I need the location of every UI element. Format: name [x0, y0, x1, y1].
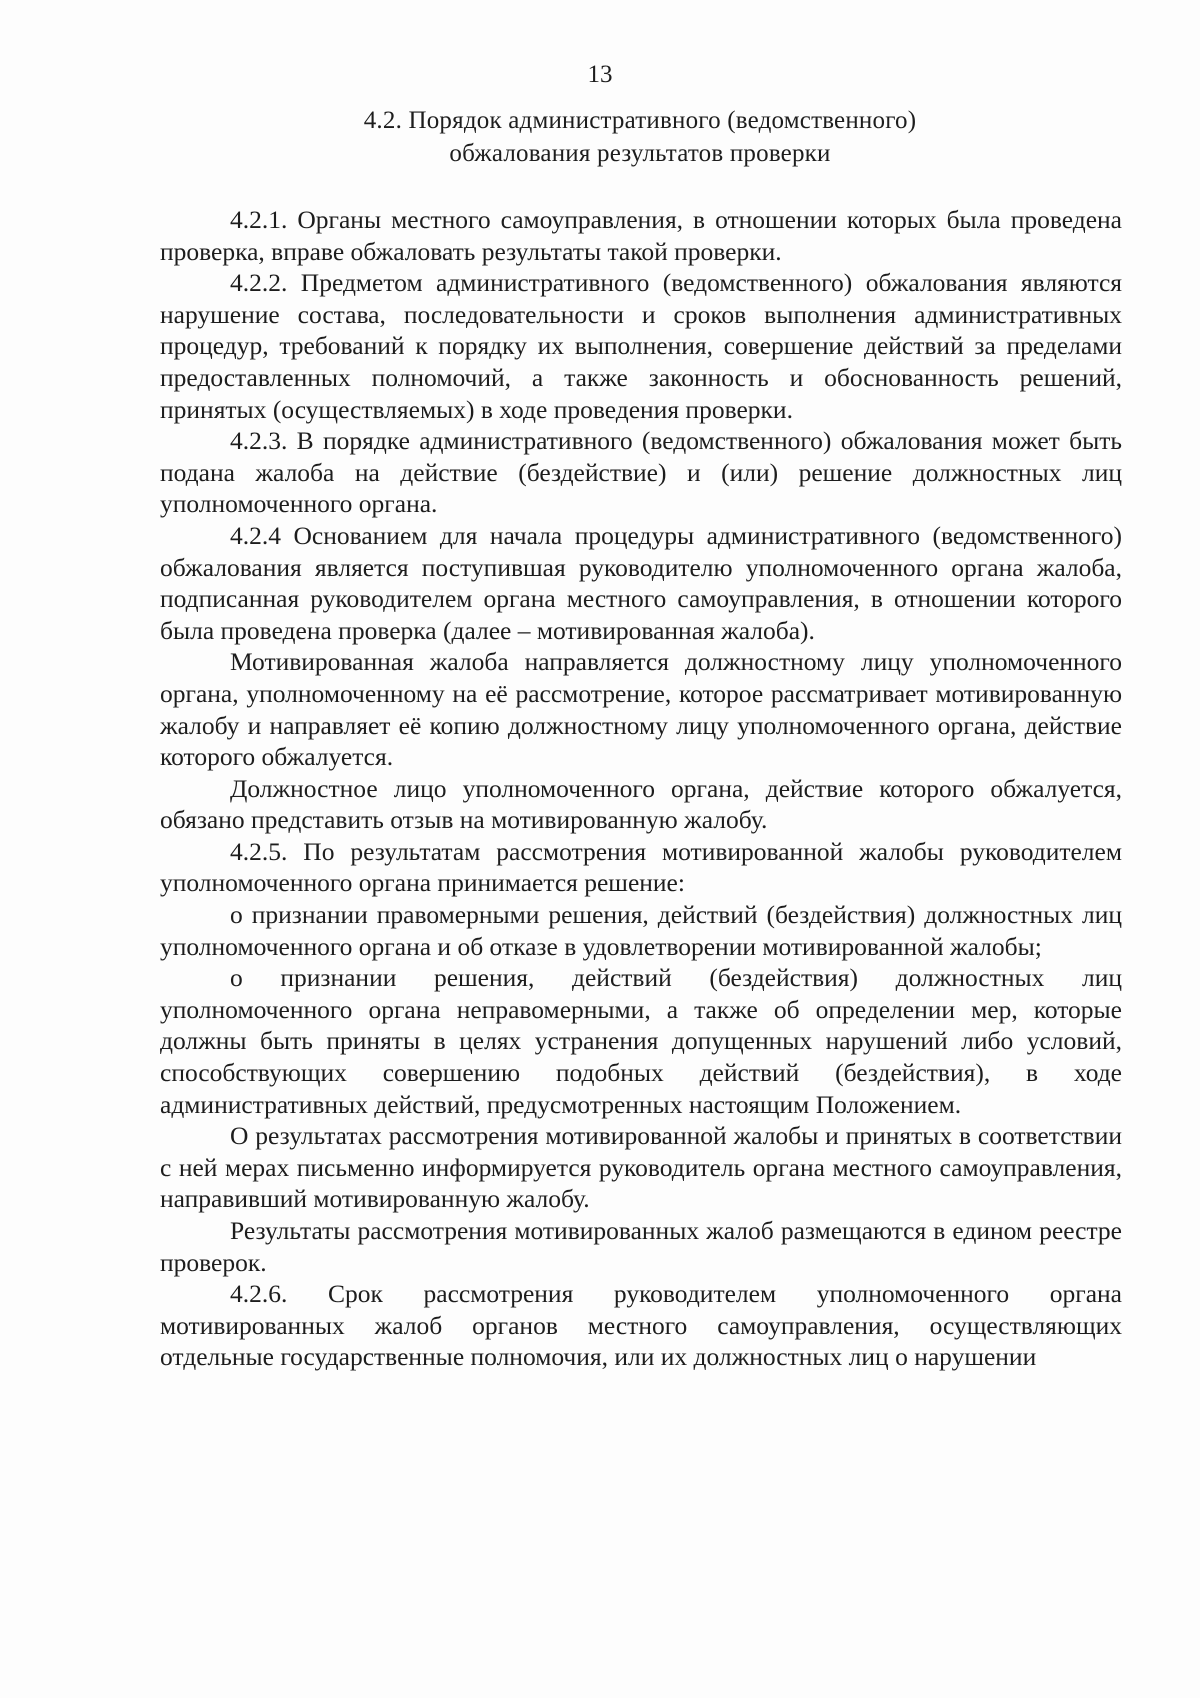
paragraph-notification: О результатах рассмотрения мотивированной жалобы и принятых в соответствии с ней мерах письменно информируется руководитель органа местного самоуправления, направивший мотивированную жалобу.	[160, 1121, 1122, 1214]
document-body	[160, 204, 1122, 1373]
section-heading-line-1: 4.2. Порядок административного (ведомственного)	[363, 107, 917, 134]
section-heading	[160, 104, 1120, 170]
paragraph-4-2-1: 4.2.1. Органы местного самоуправления, в отношении которых была проведена проверка, вправе обжаловать результаты такой проверки.	[160, 205, 1122, 266]
page-number: 13	[587, 61, 613, 88]
decision-option-unlawful: о признании решения, действий (бездействия) должностных лиц уполномоченного органа неправомерными, а также об определении мер, которые должны быть приняты в целях устранения допущенных нарушений либо условий, способствующих совершению подобных действий (бездействия), в ходе административных действий, предусмотренных настоящим Положением.	[160, 963, 1122, 1119]
paragraph-4-2-6: 4.2.6. Срок рассмотрения руководителем уполномоченного органа мотивированных жалоб органов местного самоуправления, осуществляющих отдельные государственные полномочия, или их должностных лиц о нарушении	[160, 1279, 1122, 1372]
paragraph-complaint-routing: Мотивированная жалоба направляется должностному лицу уполномоченного органа, уполномоченному на её рассмотрение, которое рассматривает мотивированную жалобу и направляет её копию должностному лицу уполномоченного органа, действие которого обжалуется.	[160, 647, 1122, 772]
decision-option-lawful: о признании правомерными решения, действий (бездействия) должностных лиц уполномоченного органа и об отказе в удовлетворении мотивированной жалобы;	[160, 900, 1122, 961]
paragraph-4-2-3: 4.2.3. В порядке административного (ведомственного) обжалования может быть подана жалоба на действие (бездействие) и (или) решение должностных лиц уполномоченного органа.	[160, 426, 1122, 519]
paragraph-4-2-5: 4.2.5. По результатам рассмотрения мотивированной жалобы руководителем уполномоченного органа принимается решение:	[160, 836, 1122, 898]
paragraph-official-response: Должностное лицо уполномоченного органа, действие которого обжалуется, обязано представить отзыв на мотивированную жалобу.	[160, 773, 1122, 835]
paragraph-4-2-2: 4.2.2. Предметом административного (ведомственного) обжалования являются нарушение состава, последовательности и сроков выполнения административных процедур, требований к порядку их выполнения, совершение действий за пределами предоставленных полномочий, а также законность и обоснованность решений, принятых (осуществляемых) в ходе проведения проверки.	[160, 268, 1122, 424]
section-heading-line-2: обжалования результатов проверки	[449, 140, 831, 167]
paragraph-registry: Результаты рассмотрения мотивированных жалоб размещаются в едином реестре проверок.	[160, 1216, 1122, 1277]
paragraph-4-2-4: 4.2.4 Основанием для начала процедуры административного (ведомственного) обжалования является поступившая руководителю уполномоченного органа жалоба, подписанная руководителем органа местного самоуправления, в отношении которого была проведена проверка (далее – мотивированная жалоба).	[160, 520, 1122, 645]
